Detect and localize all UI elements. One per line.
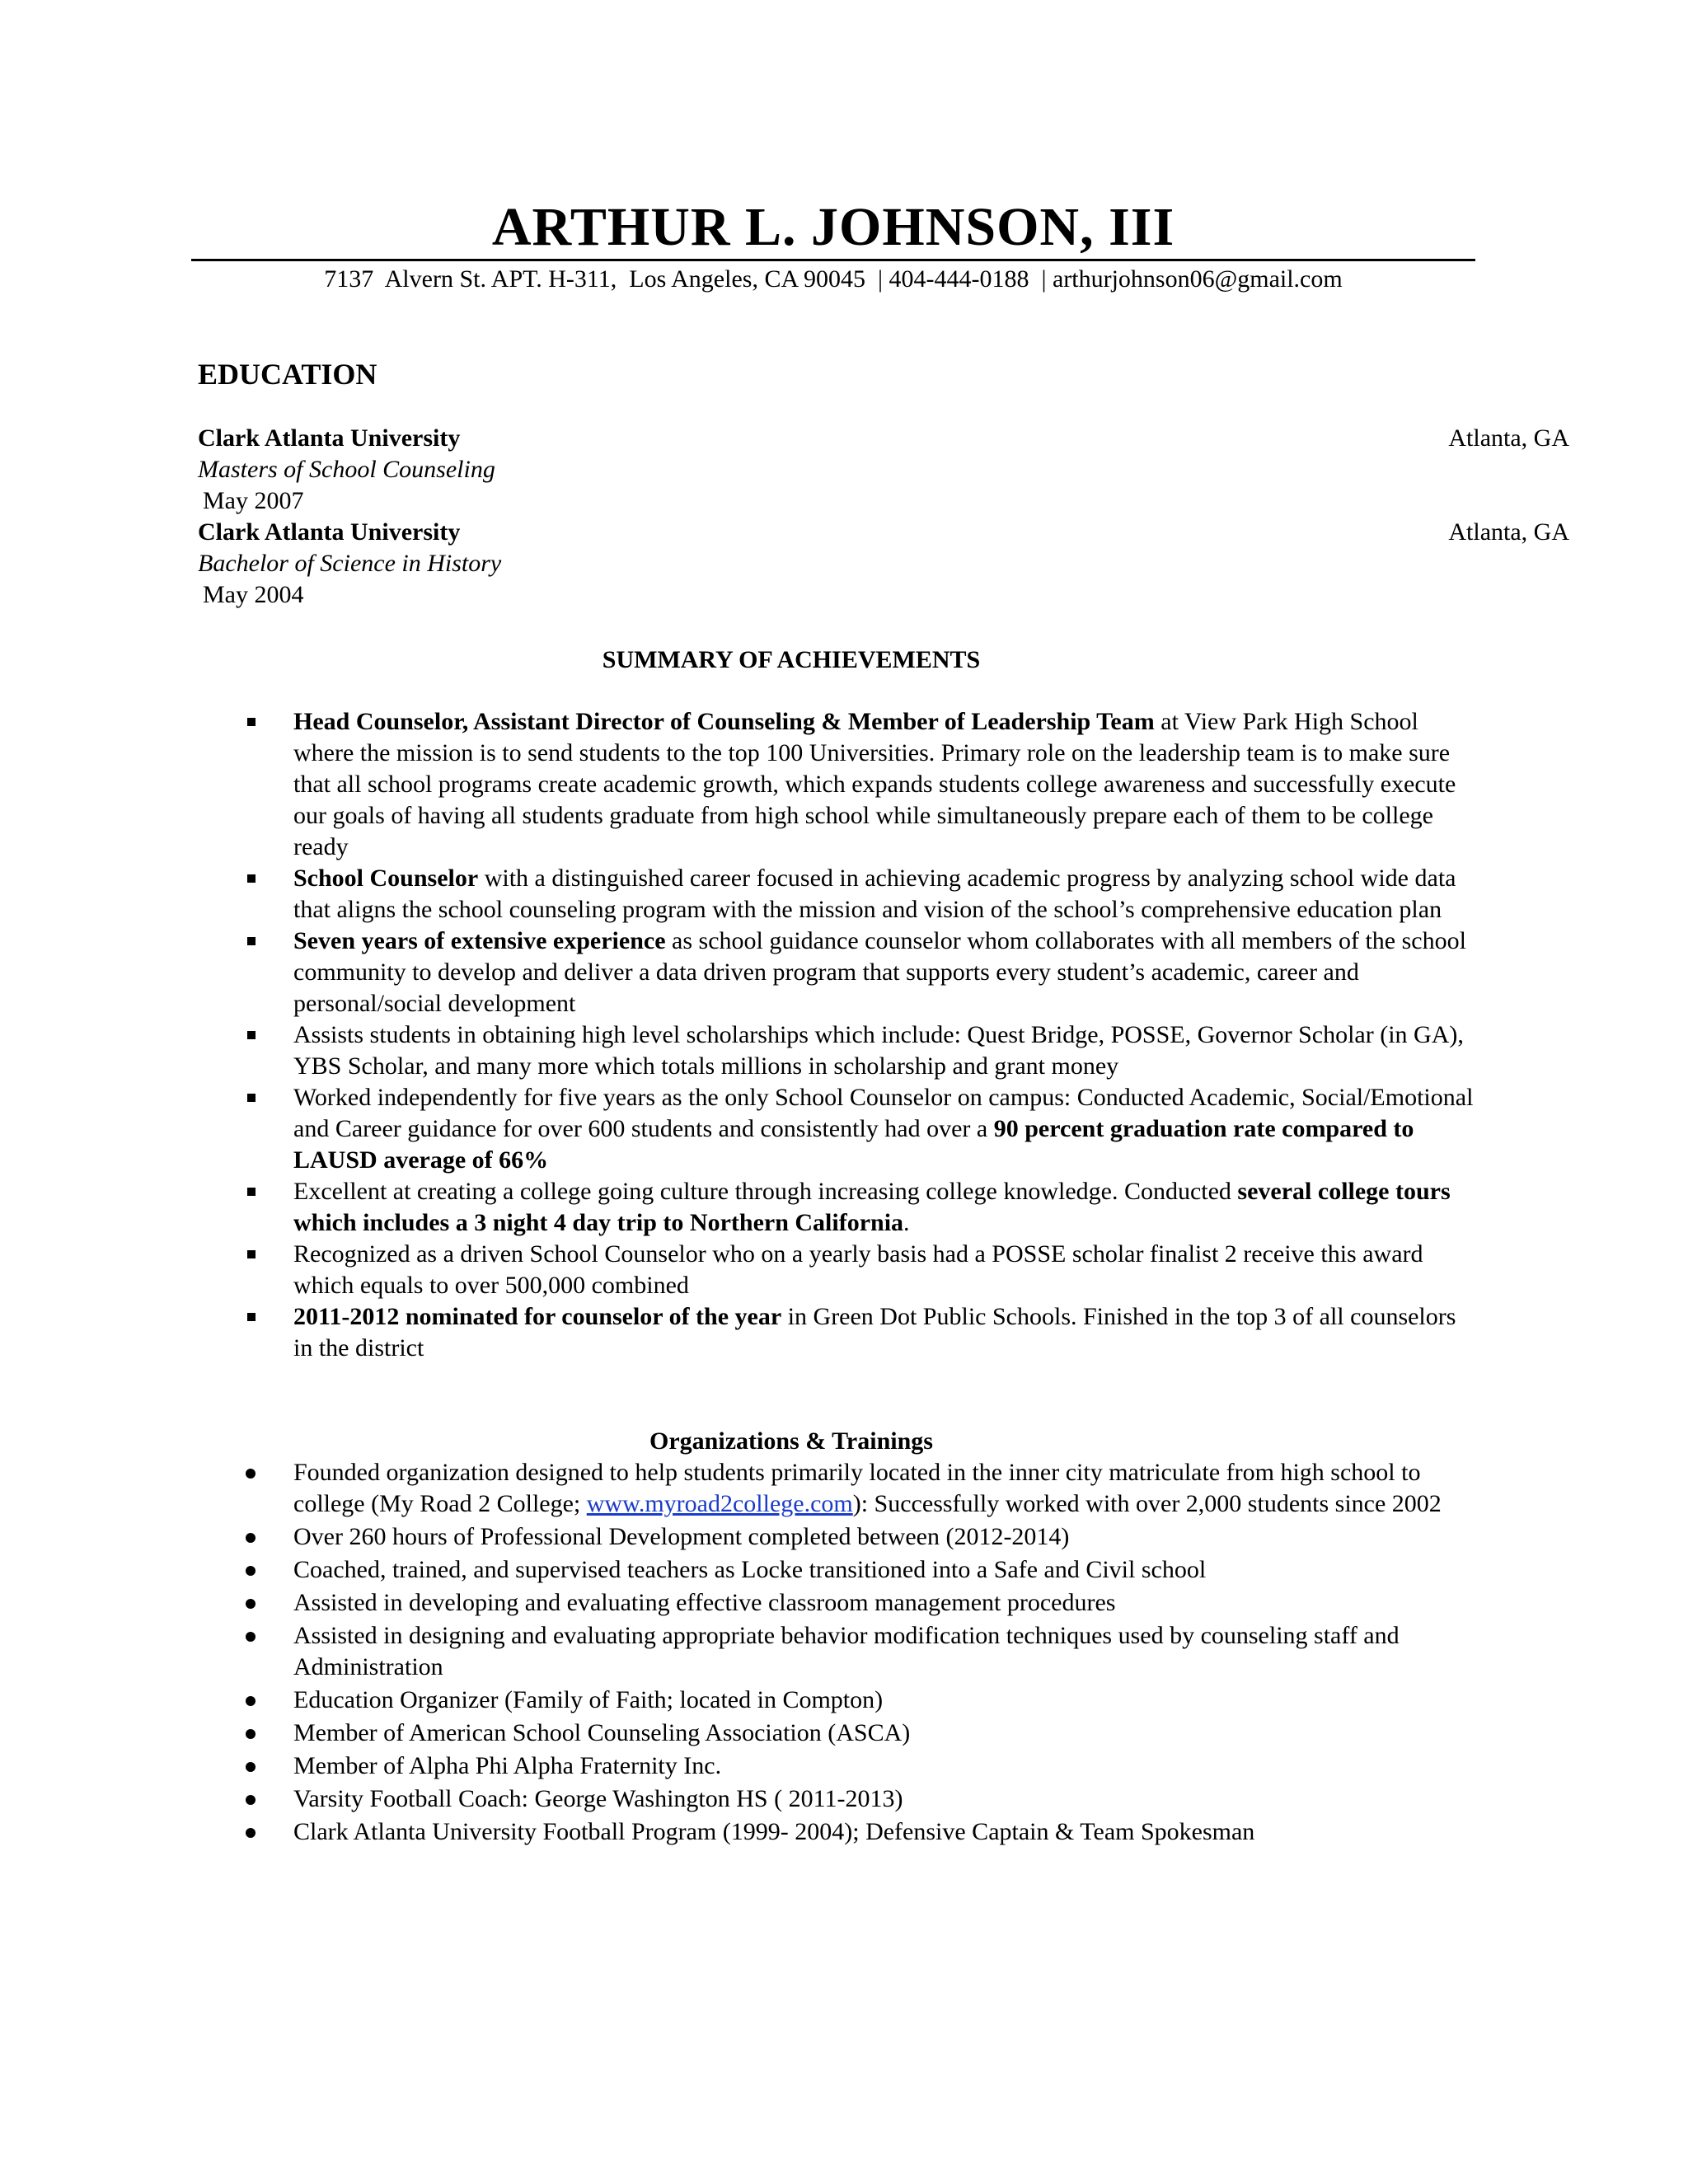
achievements-list — [244, 706, 1480, 1364]
square-bullet-icon — [247, 1250, 256, 1258]
organizations-list — [244, 1457, 1480, 1848]
list-item: School Counselor with a distinguished career focused in achieving academic progress by analyzing school wide data that aligns the school counseling program with the mission and vision of the school’s comprehensive education plan — [244, 863, 1480, 926]
list-item: Coached, trained, and supervised teachers as Locke transitioned into a Safe and Civil school — [244, 1554, 1480, 1586]
square-bullet-icon — [247, 1188, 256, 1196]
list-item: Founded organization designed to help students primarily located in the inner city matriculate from high school to college (My Road 2 College; www.myroad2college.com): Successfully worked with over 2,000 students since 2002 — [244, 1457, 1480, 1520]
degree-name: Masters of School Counseling — [198, 456, 495, 483]
list-item: Recognized as a driven School Counselor who on a yearly basis had a POSSE scholar finalist 2 receive this award which equals to over 500,000 combined — [244, 1239, 1480, 1301]
education-heading: EDUCATION — [198, 358, 377, 391]
list-item: Clark Atlanta University Football Program (1999- 2004); Defensive Captain & Team Spokesman — [244, 1816, 1480, 1848]
list-item: Excellent at creating a college going culture through increasing college knowledge. Conducted several college tours which includes a 3 night 4 day trip to Northern California. — [244, 1176, 1480, 1239]
round-bullet-icon — [246, 1632, 256, 1642]
graduation-date: May 2004 — [203, 581, 304, 608]
list-item: Assisted in developing and evaluating effective classroom management procedures — [244, 1587, 1480, 1619]
round-bullet-icon — [246, 1469, 256, 1479]
graduation-date: May 2007 — [203, 487, 304, 514]
list-item: Worked independently for five years as the only School Counselor on campus: Conducted Academic, Social/Emotional and Career guidance for over 600 students and consistently had over a 90 percent graduation rate compared to LAUSD average of 66% — [244, 1082, 1480, 1176]
square-bullet-icon — [247, 874, 256, 883]
round-bullet-icon — [246, 1762, 256, 1772]
header-divider — [191, 259, 1475, 261]
list-item: Member of Alpha Phi Alpha Fraternity Inc. — [244, 1750, 1480, 1782]
round-bullet-icon — [246, 1729, 256, 1739]
education-entry — [198, 423, 1569, 517]
school-location: Atlanta, GA — [1448, 518, 1569, 546]
square-bullet-icon — [247, 1094, 256, 1102]
square-bullet-icon — [247, 1313, 256, 1321]
degree-name: Bachelor of Science in History — [198, 550, 502, 577]
round-bullet-icon — [246, 1696, 256, 1706]
square-bullet-icon — [247, 937, 256, 945]
school-name: Clark Atlanta University — [198, 424, 461, 452]
square-bullet-icon — [247, 1031, 256, 1039]
website-link[interactable]: www.myroad2college.com — [586, 1490, 853, 1517]
round-bullet-icon — [246, 1795, 256, 1805]
round-bullet-icon — [246, 1828, 256, 1838]
contact-line: 7137 Alvern St. APT. H-311, Los Angeles, CA 90045 | 404-444-0188 | arthurjohnson06@gmail.com — [324, 265, 1343, 293]
school-location: Atlanta, GA — [1448, 424, 1569, 452]
school-name: Clark Atlanta University — [198, 518, 461, 546]
list-item: Member of American School Counseling Association (ASCA) — [244, 1718, 1480, 1749]
list-item: 2011-2012 nominated for counselor of the year in Green Dot Public Schools. Finished in the top 3 of all counselors in the district — [244, 1301, 1480, 1364]
achievements-heading: SUMMARY OF ACHIEVEMENTS — [602, 646, 981, 673]
list-item: Varsity Football Coach: George Washington HS ( 2011-2013) — [244, 1783, 1480, 1815]
candidate-name: ARTHUR L. JOHNSON, III — [491, 197, 1175, 257]
list-item: Over 260 hours of Professional Development completed between (2012-2014) — [244, 1521, 1480, 1553]
round-bullet-icon — [246, 1533, 256, 1543]
round-bullet-icon — [246, 1599, 256, 1609]
list-item: Assisted in designing and evaluating appropriate behavior modification techniques used by counseling staff and Administration — [244, 1620, 1480, 1683]
square-bullet-icon — [247, 718, 256, 726]
education-entry — [198, 517, 1569, 611]
list-item: Assists students in obtaining high level scholarships which include: Quest Bridge, POSSE, Governor Scholar (in GA), YBS Scholar, and many more which totals millions in scholarship and grant money — [244, 1019, 1480, 1082]
round-bullet-icon — [246, 1566, 256, 1576]
list-item: Education Organizer (Family of Faith; located in Compton) — [244, 1685, 1480, 1716]
list-item: Head Counselor, Assistant Director of Counseling & Member of Leadership Team at View Park High School where the mission is to send students to the top 100 Universities. Primary role on the leadership team is to make sure that all school programs create academic growth, which expands students college awareness and successfully execute our goals of having all students graduate from high school while simultaneously prepare each of them to be college ready — [244, 706, 1480, 863]
list-item: Seven years of extensive experience as school guidance counselor whom collaborates with all members of the school community to develop and deliver a data driven program that supports every student’s academic, career and personal/social development — [244, 926, 1480, 1019]
organizations-heading: Organizations & Trainings — [649, 1427, 933, 1455]
